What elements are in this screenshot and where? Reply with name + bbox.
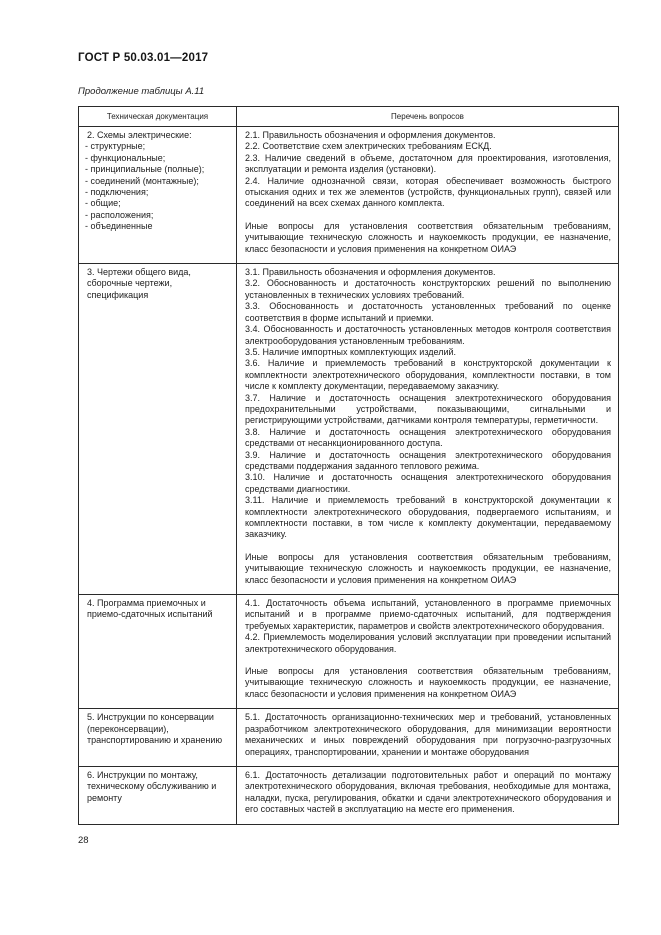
- questions-cell: [237, 264, 619, 595]
- table-row: [79, 595, 619, 709]
- question-item: 3.7. Наличие и достаточность оснащения электротехнического оборудования предохранительными устройствами, показывающими, сигнальными и регистрирующими устройствами, датчиками контроля температуры, герметичности.: [245, 392, 611, 426]
- doc-title: 5. Инструкции по консервации (переконсервации), транспортированию и хранению: [87, 712, 223, 746]
- doc-list-item: - соединений (монтажные);: [85, 175, 199, 186]
- doc-list-item: - подключения;: [85, 187, 149, 198]
- questions-cell: [237, 709, 619, 767]
- table-row: [79, 264, 619, 595]
- other-questions-note: Иные вопросы для установления соответствия обязательным требованиям, учитывающие техническую сложность и наукоемкость продукции, ее назначение, класс безопасности и условия применения на конкретном ОИАЭ: [245, 666, 611, 699]
- doc-list-item: - принципиальные (полные);: [85, 164, 205, 175]
- question-item: 6.1. Достаточность детализации подготовительных работ и операций по монтажу электротехнического оборудования, включая требования, необходимые для монтажа, наладки, пуска, регулирования, обкатки и сдачи электротехнического оборудования и его составных частей в эксплуатацию на месте его применения.: [245, 769, 611, 815]
- doc-cell: [79, 595, 237, 709]
- question-item: 5.1. Достаточность организационно-технических мер и требований, установленных разработчиком электротехнического оборудования, для минимизации вероятности механических и иных повреждений оборудования при погрузочно-разгрузочных операциях, транспортировании, хранении и монтаже оборудования: [245, 712, 611, 757]
- question-item: 2.3. Наличие сведений в объеме, достаточном для проектирования, изготовления, эксплуатации и ремонта изделия (установки).: [245, 152, 611, 175]
- question-item: 3.8. Наличие и достаточность оснащения электротехнического оборудования средствами от несанкционированного доступа.: [245, 426, 611, 449]
- question-item: 4.1. Достаточность объема испытаний, установленного в программе приемочных испытаний и в программе приемо-сдаточных испытаний, для подтверждения требуемых характеристик, параметров и свойств электротехнического оборудования.: [245, 598, 611, 631]
- question-item: 3.3. Обоснованность и достаточность установленных требований по оценке соответствия в форме испытаний и приемки.: [245, 301, 611, 323]
- doc-cell: [79, 264, 237, 595]
- questions-cell: [237, 766, 619, 824]
- questions-cell: [237, 595, 619, 709]
- question-item: 3.9. Наличие и достаточность оснащения электротехнического оборудования средствами поддержания заданного теплового режима.: [245, 449, 611, 471]
- questions-table: [78, 106, 619, 825]
- doc-cell: [79, 127, 237, 264]
- doc-list-item: - объединенные: [85, 221, 153, 232]
- table-body: [79, 127, 619, 825]
- other-questions-note: Иные вопросы для установления соответствия обязательным требованиям, учитывающие техническую сложность и наукоемкость продукции, ее назначение, класс безопасности и условия применения на конкретном ОИАЭ: [245, 551, 611, 585]
- table-caption: Продолжение таблицы А.11: [78, 86, 205, 97]
- table-row: [79, 127, 619, 264]
- question-item: 2.2. Соответствие схем электрических требованиям ЕСКД.: [245, 141, 492, 152]
- doc-list-item: - общие;: [85, 198, 121, 209]
- doc-title: 3. Чертежи общего вида, сборочные чертежи, спецификация: [87, 267, 191, 300]
- doc-title: 2. Схемы электрические:: [87, 130, 192, 140]
- question-item: 3.1. Правильность обозначения и оформления документов.: [245, 267, 496, 278]
- column-header-question-list: Перечень вопросов: [237, 107, 619, 127]
- table-row: [79, 766, 619, 824]
- question-item: 2.4. Наличие однозначной связи, которая обеспечивает возможность быстрого отыскания одних и тех же элементов (устройств, функциональных групп), связей или соединений на всех схемах данного комплекта.: [245, 175, 611, 209]
- other-questions-note: Иные вопросы для установления соответствия обязательным требованиям, учитывающие техническую сложность и наукоемкость продукции, ее назначение, класс безопасности и условия применения на конкретном ОИАЭ: [245, 220, 611, 254]
- column-header-technical-documentation: Техническая документация: [79, 107, 237, 127]
- questions-cell: [237, 127, 619, 264]
- question-item: 3.2. Обоснованность и достаточность конструкторских решений по выполнению установленных в технических условиях требований.: [245, 278, 611, 300]
- table-header-row: [79, 107, 619, 127]
- question-item: 4.2. Приемлемость моделирования условий эксплуатации при проведении испытаний электротехнического оборудования.: [245, 632, 611, 654]
- table-row: [79, 709, 619, 767]
- doc-title: 4. Программа приемочных и приемо-сдаточных испытаний: [87, 598, 213, 620]
- question-item: 3.5. Наличие импортных комплектующих изделий.: [245, 346, 457, 357]
- page-number: 28: [78, 834, 89, 846]
- doc-title: 6. Инструкции по монтажу, техническому обслуживанию и ремонту: [87, 769, 217, 803]
- doc-list-item: - структурные;: [85, 141, 146, 152]
- gost-standard-number: ГОСТ Р 50.03.01—2017: [78, 52, 209, 64]
- doc-cell: [79, 709, 237, 767]
- doc-list-item: - расположения;: [85, 209, 154, 220]
- doc-list-item: - функциональные;: [85, 152, 166, 163]
- doc-cell: [79, 766, 237, 824]
- question-item: 2.1. Правильность обозначения и оформления документов.: [245, 130, 496, 140]
- question-item: 3.4. Обоснованность и достаточность установленных методов контроля соответствия электрооборудования установленным требованиям.: [245, 324, 611, 346]
- question-item: 3.11. Наличие и приемлемость требований в конструкторской документации к комплектности электротехнического оборудования, подвергаемого испытаниям, и комплектности поставки, в том числе к комплекту документации, передаваемому заказчику.: [245, 495, 611, 540]
- question-item: 3.6. Наличие и приемлемость требований в конструкторской документации к комплектности электротехнического оборудования, комплектности поставки, в том числе к комплекту документации, передаваемому заказчику.: [245, 358, 611, 392]
- question-item: 3.10. Наличие и достаточность оснащения электротехнического оборудования средствами диагностики.: [245, 472, 611, 494]
